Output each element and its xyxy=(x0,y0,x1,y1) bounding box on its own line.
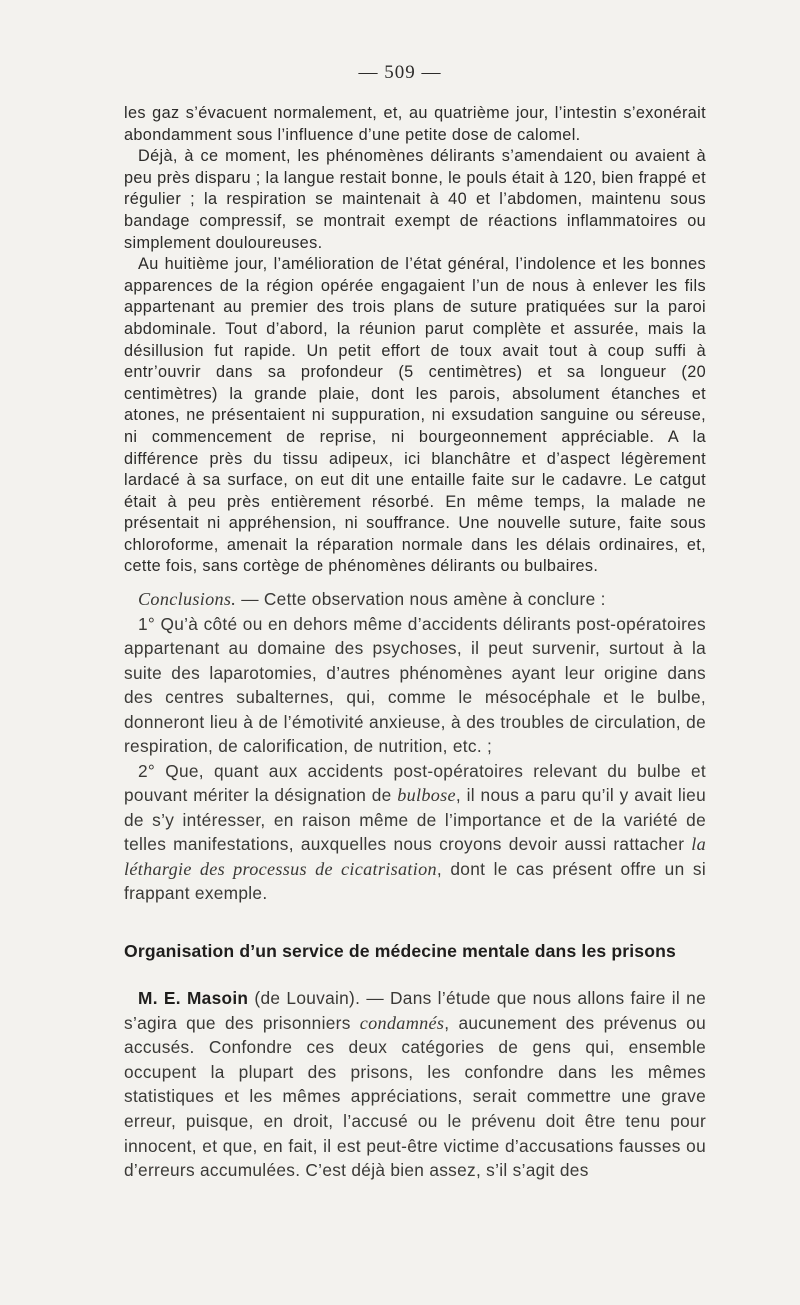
conclusions-heading: Conclusions. xyxy=(138,589,237,609)
text-run: , il nous a paru qu’il y avait lieu de s’y intéresser, en raison même de l’importance et de la variété de telles manifestations, auxquelles nous croyons devoir aussi rattacher xyxy=(124,785,706,854)
conclusion-item-2 xyxy=(124,759,706,906)
emphasis: la léthargie des processus de cicatrisation xyxy=(124,834,706,879)
text-run: , aucunement des prévenus ou accusés. Confondre ces deux catégories de gens qui, ensemble occupent la plupart des prisons, les confondre dans les mêmes statistiques et les mêmes appréciations, serait commettre une grave erreur, puisque, en droit, l’accusé ou le prévenu doit être tenu pour innocent, et que, en fait, il est peut-être victime d’accusations fausses ou d’erreurs accumulées. C’est déjà bien assez, s’il s’agit des xyxy=(124,1012,706,1181)
text-run: , dont le cas présent offre un si frappant exemple. xyxy=(124,858,706,903)
paragraph: Au huitième jour, l’amélioration de l’état général, l’indolence et les bonnes apparences de la région opérée engagaient l’un de nous à enlever les fils appartenant au premier des trois plans de suture pratiquées sur la paroi abdominale. Tout d’abord, la réunion parut complète et assurée, mais la désillusion fut rapide. Un petit effort de toux avait tout à coup suffi à entr’ouvrir dans sa profondeur (5 centimètres) et sa longueur (20 centimètres) la grande plaie, dont les parois, absolument étanches et atones, ne présentaient ni suppuration, ni exsudation sanguine ou séreuse, ni commencement de reprise, ni bourgeonnement appréciable. A la différence près du tissu adipeux, ici blanchâtre et d’aspect légèrement lardacé à sa surface, on eut dit une entaille faite sur le cadavre. Le catgut était à peu près entièrement résorbé. En même temps, la malade ne présentait ni appréhension, ni souffrance. Une nouvelle suture, faite sous chloroforme, amenait la réparation normale dans les délais ordinaires, et, cette fois, sans cortège de phénomènes délirants ou bulbaires. xyxy=(124,255,706,576)
author-name: M. E. Masoin xyxy=(138,988,249,1008)
paragraph xyxy=(124,986,706,1183)
section-title: Organisation d’un service de médecine mentale dans les prisons xyxy=(124,941,676,961)
case-report-continuation xyxy=(124,103,706,578)
text-run: (de Louvain). — Dans l’étude que nous allons faire il ne s’agira que des prisonniers xyxy=(124,988,706,1033)
conclusions-intro-text: — Cette observation nous amène à conclure : xyxy=(236,589,606,609)
page-number: — 509 — xyxy=(358,62,442,83)
conclusions-section xyxy=(124,587,706,906)
masoin-section xyxy=(124,986,706,1183)
text-run: 2° Que, quant aux accidents post-opératoires relevant du bulbe et pouvant mériter la désignation de xyxy=(124,760,706,805)
emphasis: bulbose xyxy=(397,785,456,805)
conclusions-intro xyxy=(124,587,706,612)
paragraph: Déjà, à ce moment, les phénomènes délirants s’amendaient ou avaient à peu près disparu ; la langue restait bonne, le pouls était à 120, bien frappé et régulier ; la respiration se maintenait à 40 et l’abdomen, maintenu sous bandage compressif, se montrait exempt de réactions inflammatoires ou simplement douloureuses. xyxy=(124,147,706,252)
conclusion-item-1: 1° Qu’à côté ou en dehors même d’accidents délirants post-opératoires appartenant au domaine des psychoses, il peut survenir, surtout à la suite des laparotomies, d’autres phénomènes ayant leur origine dans des centres subalternes, qui, comme le mésocéphale et le bulbe, donneront lieu à de l’émotivité anxieuse, à des troubles de circulation, de respiration, de calorification, de nutrition, etc. ; xyxy=(124,613,706,756)
paragraph: les gaz s’évacuent normalement, et, au quatrième jour, l’intestin s’exonérait abondamment sous l’influence d’une petite dose de calomel. xyxy=(124,104,706,144)
emphasis: condamnés xyxy=(359,1012,445,1033)
